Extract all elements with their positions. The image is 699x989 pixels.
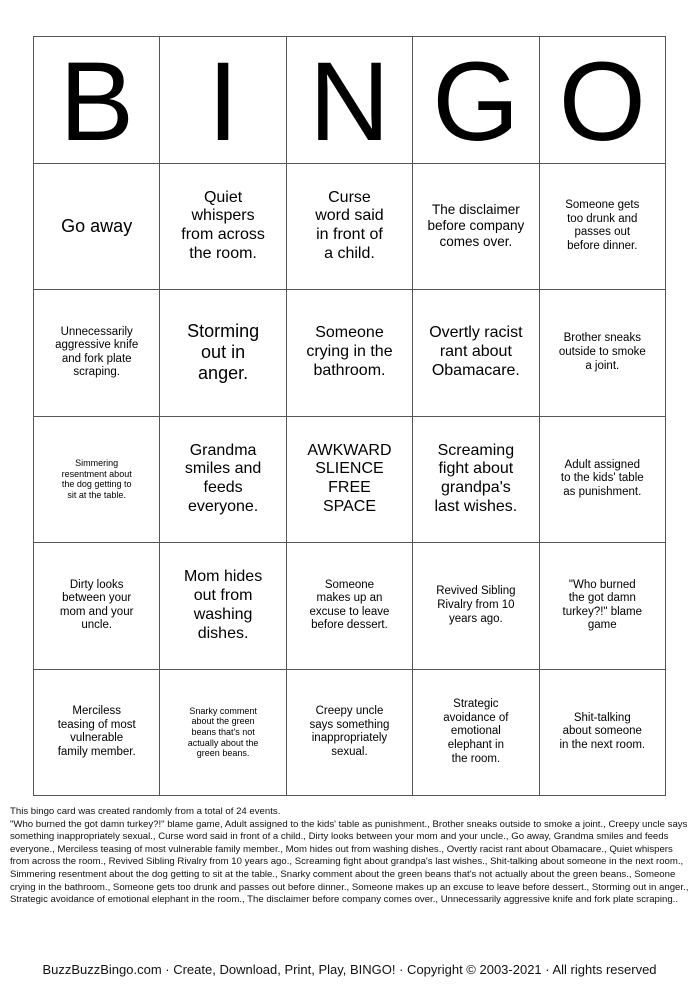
events-count-note: This bingo card was created randomly from a total of 24 events. <box>10 806 281 817</box>
bingo-cell[interactable]: Brother sneaks outside to smoke a joint. <box>539 290 665 417</box>
bingo-cell[interactable]: Shit-talking about someone in the next room. <box>539 669 665 796</box>
bingo-cell[interactable]: Creepy uncle says something inappropriately sexual. <box>286 669 412 796</box>
bingo-cell[interactable]: "Who burned the got damn turkey?!" blame game <box>539 543 665 670</box>
bingo-cell[interactable]: Overtly racist rant about Obamacare. <box>413 290 539 417</box>
bingo-cell[interactable]: Go away <box>34 163 160 290</box>
bingo-cell[interactable]: The disclaimer before company comes over. <box>413 163 539 290</box>
card-description <box>10 806 690 907</box>
bingo-cell[interactable]: Curse word said in front of a child. <box>286 163 412 290</box>
bingo-cell[interactable]: Someone makes up an excuse to leave before dessert. <box>286 543 412 670</box>
bingo-cell[interactable]: Unnecessarily aggressive knife and fork plate scraping. <box>34 290 160 417</box>
bingo-cell[interactable]: Storming out in anger. <box>160 290 286 417</box>
bingo-cell[interactable]: Mom hides out from washing dishes. <box>160 543 286 670</box>
bingo-cell[interactable]: Dirty looks between your mom and your uncle. <box>34 543 160 670</box>
bingo-cell[interactable]: Snarky comment about the green beans that's not actually about the green beans. <box>160 669 286 796</box>
bingo-row-5 <box>34 669 666 796</box>
footer-copyright: BuzzBuzzBingo.com · Create, Download, Print, Play, BINGO! · Copyright © 2003-2021 · All rights reserved <box>42 962 657 977</box>
header-row <box>34 37 666 164</box>
bingo-row-4 <box>34 543 666 670</box>
bingo-cell[interactable]: Strategic avoidance of emotional elephant in the room. <box>413 669 539 796</box>
bingo-cell[interactable]: Quiet whispers from across the room. <box>160 163 286 290</box>
bingo-cell[interactable]: Simmering resentment about the dog getting to sit at the table. <box>34 416 160 543</box>
bingo-card <box>33 36 666 796</box>
bingo-cell[interactable]: Someone crying in the bathroom. <box>286 290 412 417</box>
header-letter-n: N <box>286 37 412 164</box>
bingo-row-3 <box>34 416 666 543</box>
bingo-cell[interactable]: Grandma smiles and feeds everyone. <box>160 416 286 543</box>
bingo-cell[interactable]: Screaming fight about grandpa's last wishes. <box>413 416 539 543</box>
header-letter-o: O <box>539 37 665 164</box>
bingo-row-1 <box>34 163 666 290</box>
bingo-cell[interactable]: Adult assigned to the kids' table as punishment. <box>539 416 665 543</box>
bingo-row-2 <box>34 290 666 417</box>
header-letter-b: B <box>34 37 160 164</box>
bingo-cell[interactable]: Merciless teasing of most vulnerable family member. <box>34 669 160 796</box>
events-list: "Who burned the got damn turkey?!" blame game, Adult assigned to the kids' table as punishment., Brother sneaks outside to smoke a joint., Creepy uncle says something inappropriately sexual., Curse word said in front of a child., Dirty looks between your mom and your uncle., Go away, Grandma smiles and feeds everyone., Merciless teasing of most vulnerable family member., Mom hides out from washing dishes., Overtly racist rant about Obamacare., Quiet whispers from across the room., Revived Sibling Rivalry from 10 years ago., Screaming fight about grandpa's last wishes., Shit-talking about someone in the next room., Simmering resentment about the dog getting to sit at the table., Snarky comment about the green beans that's not actually about the green beans., Someone crying in the bathroom., Someone gets too drunk and passes out before dinner., Someone makes up an excuse to leave before dessert., Storming out in anger., Strategic avoidance of emotional elephant in the room., The disclaimer before company comes over., Unnecessarily aggressive knife and fork plate scraping.. <box>10 818 689 906</box>
header-letter-g: G <box>413 37 539 164</box>
bingo-cell[interactable]: Revived Sibling Rivalry from 10 years ago. <box>413 543 539 670</box>
bingo-cell-free-space[interactable]: AWKWARD SLIENCE FREE SPACE <box>286 416 412 543</box>
bingo-cell[interactable]: Someone gets too drunk and passes out before dinner. <box>539 163 665 290</box>
header-letter-i: I <box>160 37 286 164</box>
